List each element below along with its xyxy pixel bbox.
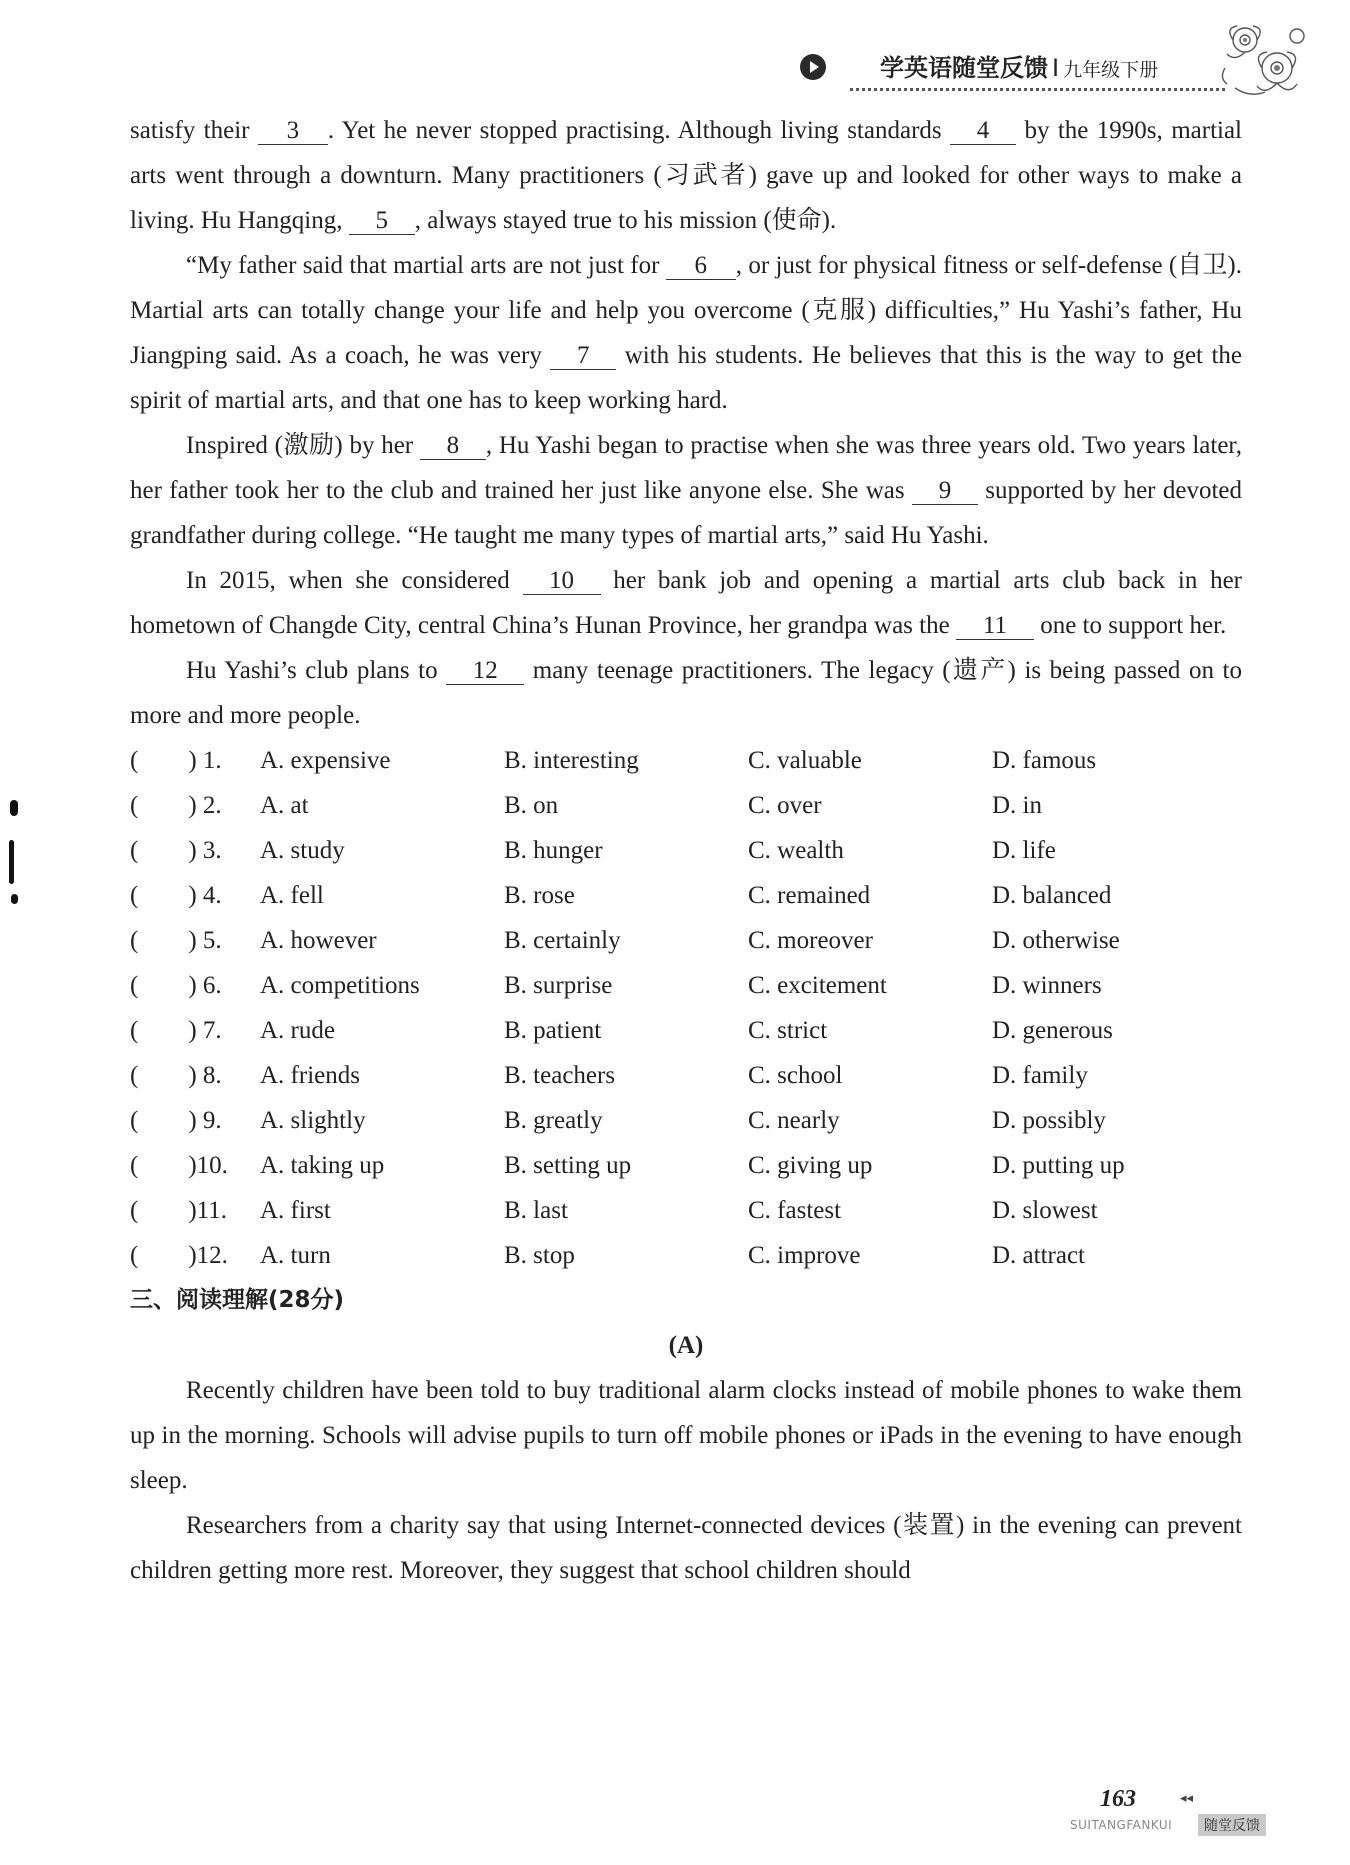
question-number: ( )11.	[130, 1197, 227, 1224]
blank-3: 3	[258, 118, 328, 145]
question-number: ( ) 4.	[130, 882, 222, 909]
passage-paragraph-5: Hu Yashi’s club plans to 12 many teenage practitioners. The legacy (遗产) is being passed on to more and more people.	[130, 657, 1243, 729]
option-c: C. strict	[748, 1017, 828, 1044]
option-d: D. winners	[992, 972, 1102, 999]
option-b: B. greatly	[504, 1107, 603, 1134]
option-c: C. excitement	[748, 972, 887, 999]
option-c: C. remained	[748, 882, 871, 909]
option-a: A. at	[260, 792, 309, 819]
option-d: D. possibly	[992, 1107, 1106, 1134]
option-d: D. balanced	[992, 882, 1112, 909]
flower-decoration-icon	[1215, 18, 1310, 118]
option-b: B. stop	[504, 1242, 575, 1269]
blank-5: 5	[349, 208, 415, 235]
option-a: A. turn	[260, 1242, 331, 1269]
page-number: 163	[1100, 1786, 1136, 1812]
option-a: A. first	[260, 1197, 331, 1224]
option-row	[130, 783, 1242, 828]
option-row	[130, 1188, 1242, 1233]
option-a: A. however	[260, 927, 377, 954]
option-c: C. improve	[748, 1242, 861, 1269]
option-row	[130, 873, 1242, 918]
binding-marks	[6, 800, 20, 910]
play-icon	[800, 54, 826, 80]
footer-brand: SUITANGFANKUI	[1070, 1818, 1173, 1832]
option-a: A. fell	[260, 882, 324, 909]
question-number: ( ) 3.	[130, 837, 222, 864]
option-b: B. setting up	[504, 1152, 632, 1179]
option-c: C. school	[748, 1062, 843, 1089]
blank-11: 11	[956, 613, 1034, 640]
option-row	[130, 738, 1242, 783]
footer-tag: 随堂反馈	[1198, 1814, 1266, 1836]
page-header	[800, 42, 1240, 102]
option-c: C. over	[748, 792, 822, 819]
option-a: A. competitions	[260, 972, 420, 999]
option-b: B. on	[504, 792, 559, 819]
reading-paragraph-1: Recently children have been told to buy traditional alarm clocks instead of mobile phones to wake them up in the morning. Schools will advise pupils to turn off mobile phones or iPads in the evening to have enough sleep.	[130, 1377, 1242, 1494]
option-d: D. life	[992, 837, 1056, 864]
option-c: C. fastest	[748, 1197, 842, 1224]
option-c: C. nearly	[748, 1107, 840, 1134]
blank-6: 6	[666, 253, 736, 280]
options-list	[130, 738, 1242, 1278]
part-label: (A)	[668, 1332, 704, 1359]
passage-paragraph-3: Inspired (激励) by her 8 , Hu Yashi began to practise when she was three years old. Two years later, her father took her to the club and trained her just like anyone else. She was 9 supported by her devoted grandfather during college. “He taught me many types of martial arts,” said Hu Yashi.	[130, 432, 1242, 549]
reading-paragraph-2: Researchers from a charity say that using Internet-connected devices (装置) in the evening can prevent children getting more rest. Moreover, they suggest that school children should	[130, 1512, 1242, 1584]
question-number: ( ) 6.	[130, 972, 222, 999]
option-b: B. teachers	[504, 1062, 616, 1089]
option-row	[130, 828, 1242, 873]
book-title: 学英语随堂反馈 I 九年级下册	[880, 54, 1159, 82]
blank-7: 7	[550, 343, 616, 370]
option-row	[130, 1053, 1242, 1098]
option-b: B. patient	[504, 1017, 602, 1044]
question-number: ( ) 9.	[130, 1107, 222, 1134]
option-b: B. hunger	[504, 837, 603, 864]
blank-9: 9	[912, 478, 978, 505]
blank-12: 12	[446, 658, 524, 685]
option-a: A. study	[260, 837, 345, 864]
option-d: D. famous	[992, 747, 1097, 774]
option-d: D. slowest	[992, 1197, 1098, 1224]
option-row	[130, 1143, 1242, 1188]
section-heading: 三、阅读理解(28分)	[130, 1287, 345, 1313]
option-b: B. interesting	[504, 747, 639, 774]
option-b: B. last	[504, 1197, 568, 1224]
question-number: ( ) 2.	[130, 792, 222, 819]
option-c: C. moreover	[748, 927, 873, 954]
arrow-left-icon: ◂◂	[1180, 1790, 1194, 1805]
passage-paragraph-2: “My father said that martial arts are not just for 6 , or just for physical fitness or self-defense (自卫). Martial arts can totally change your life and help you overcome (克服) difficulties,” Hu Yashi’s father, Hu Jiangping said. As a coach, he was very 7 with his students. He believes that this is the way to get the spirit of martial arts, and that one has to keep working hard.	[130, 252, 1242, 414]
question-number: ( )12.	[130, 1242, 228, 1269]
option-b: B. certainly	[504, 927, 621, 954]
question-number: ( ) 8.	[130, 1062, 222, 1089]
option-row	[130, 963, 1242, 1008]
option-b: B. rose	[504, 882, 575, 909]
option-a: A. friends	[260, 1062, 360, 1089]
question-number: ( ) 5.	[130, 927, 222, 954]
grade-label: 九年级下册	[1063, 59, 1159, 81]
option-d: D. generous	[992, 1017, 1113, 1044]
option-c: C. valuable	[748, 747, 862, 774]
option-d: D. attract	[992, 1242, 1086, 1269]
option-a: A. slightly	[260, 1107, 366, 1134]
option-row	[130, 1233, 1242, 1278]
passage-paragraph-1: satisfy their 3 . Yet he never stopped practising. Although living standards 4 by the 1990s, martial arts went through a downturn. Many practitioners (习武者) gave up and looked for other ways to make a living. Hu Hangqing, 5 , always stayed true to his mission (使命).	[130, 117, 1242, 234]
header-dotted-rule	[850, 88, 1225, 91]
option-c: C. wealth	[748, 837, 844, 864]
option-row	[130, 1008, 1242, 1053]
blank-8: 8	[420, 433, 486, 460]
question-number: ( )10.	[130, 1152, 228, 1179]
option-c: C. giving up	[748, 1152, 873, 1179]
option-a: A. taking up	[260, 1152, 385, 1179]
question-number: ( ) 1.	[130, 747, 222, 774]
blank-10: 10	[523, 568, 601, 595]
option-a: A. rude	[260, 1017, 335, 1044]
option-d: D. otherwise	[992, 927, 1120, 954]
page-content	[130, 108, 1242, 1593]
option-row	[130, 1098, 1242, 1143]
option-d: D. putting up	[992, 1152, 1125, 1179]
option-d: D. family	[992, 1062, 1088, 1089]
option-a: A. expensive	[260, 747, 391, 774]
blank-4: 4	[950, 118, 1016, 145]
option-row	[130, 918, 1242, 963]
option-d: D. in	[992, 792, 1042, 819]
passage-paragraph-4: In 2015, when she considered 10 her bank job and opening a martial arts club back in her hometown of Changde City, central China’s Hunan Province, her grandpa was the 11 one to support her.	[130, 567, 1243, 639]
question-number: ( ) 7.	[130, 1017, 222, 1044]
option-b: B. surprise	[504, 972, 613, 999]
